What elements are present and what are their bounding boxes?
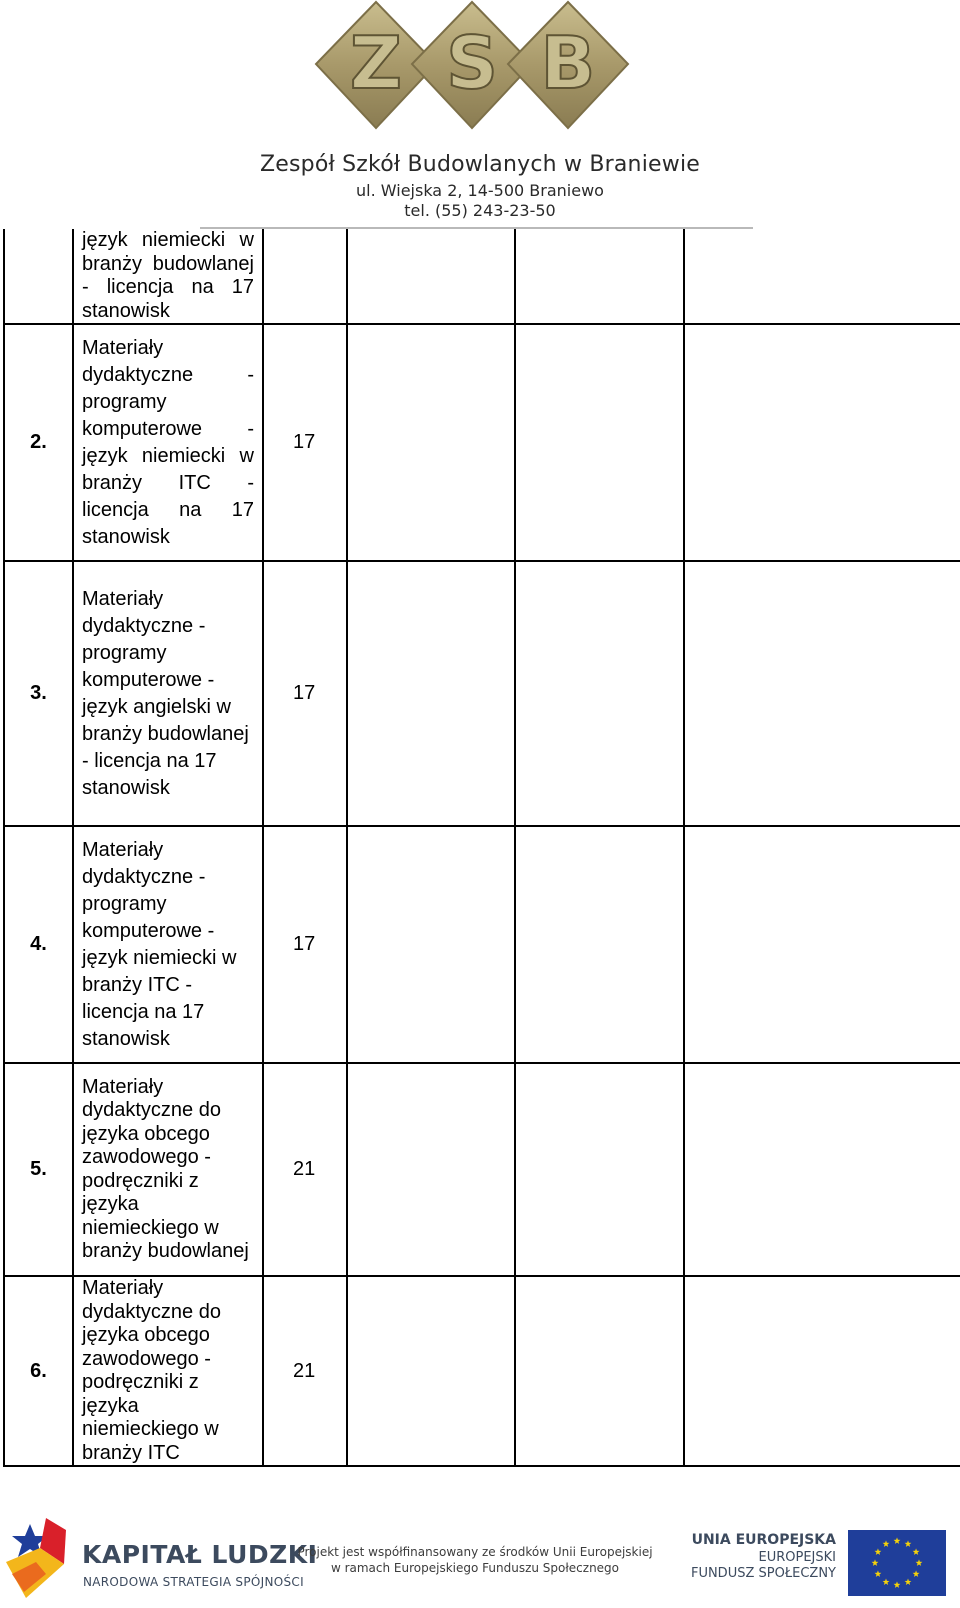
eu-label-line1: UNIA EUROPEJSKA — [691, 1532, 836, 1548]
table-row — [4, 229, 960, 324]
eu-flag-icon — [848, 1530, 946, 1596]
row-number: 3. — [4, 561, 73, 826]
items-table — [3, 229, 960, 1497]
empty-cell — [684, 826, 960, 1063]
row-number: 4. — [4, 826, 73, 1063]
empty-cell — [515, 324, 684, 561]
empty-cell — [347, 826, 515, 1063]
svg-text:Z: Z — [349, 21, 403, 105]
item-name: Materiały dydaktyczne do języka obcego zawodowego - podręczniki z języka niemieckiego w branży ITC — [82, 1277, 221, 1464]
item-quantity: 17 — [263, 826, 347, 1063]
empty-cell — [347, 229, 515, 324]
zsb-logo — [312, 0, 632, 132]
empty-cell — [515, 229, 684, 324]
school-phone: tel. (55) 243-23-50 — [404, 201, 556, 220]
project-note-line2: w ramach Europejskiego Funduszu Społecznego — [330, 1561, 620, 1575]
empty-cell — [684, 561, 960, 826]
school-address: ul. Wiejska 2, 14-500 Braniewo — [356, 181, 604, 200]
row-number: 5. — [4, 1063, 73, 1276]
svg-text:S: S — [446, 21, 498, 105]
kapital-ludzki-subtitle: NARODOWA STRATEGIA SPÓJNOŚCI — [83, 1575, 304, 1589]
empty-cell — [515, 561, 684, 826]
table-row — [4, 324, 960, 561]
empty-cell — [684, 1276, 960, 1466]
kapital-ludzki-title: KAPITAŁ LUDZKI — [82, 1540, 318, 1569]
item-quantity: 17 — [263, 561, 347, 826]
item-name: Materiały dydaktyczne - programy komputerowe - język niemiecki w branży ITC - licencja na 17 stanowisk — [82, 336, 254, 548]
item-name: Materiały dydaktyczne do języka obcego zawodowego - podręczniki z języka niemieckiego w branży budowlanej — [82, 1075, 249, 1262]
empty-cell — [684, 1063, 960, 1276]
school-name: Zespół Szkół Budowlanych w Braniewie — [260, 152, 700, 177]
funding-footer — [0, 1510, 960, 1608]
item-quantity: 21 — [263, 1276, 347, 1466]
item-quantity — [263, 229, 347, 324]
empty-cell — [347, 561, 515, 826]
empty-cell — [515, 826, 684, 1063]
table-row — [4, 826, 960, 1063]
project-note-line1: Projekt jest współfinansowany ze środków Unii Europejskiej — [297, 1545, 653, 1559]
empty-cell — [347, 1276, 515, 1466]
item-name: Materiały dydaktyczne - programy komputerowe - język niemiecki w branży ITC - licencja na 17 stanowisk — [82, 838, 237, 1050]
item-quantity: 17 — [263, 324, 347, 561]
row-number — [4, 229, 73, 324]
kapital-ludzki-logo — [6, 1518, 72, 1600]
svg-text:B: B — [540, 21, 596, 105]
empty-cell — [515, 1063, 684, 1276]
eu-label-line2: EUROPEJSKI — [758, 1550, 836, 1565]
eu-label-line3: FUNDUSZ SPOŁECZNY — [690, 1566, 836, 1581]
table-row — [4, 1276, 960, 1466]
row-number: 6. — [4, 1276, 73, 1466]
row-number: 2. — [4, 324, 73, 561]
item-name: język niemiecki w branży budowlanej - licencja na 17 stanowisk — [82, 229, 254, 322]
empty-cell — [515, 1276, 684, 1466]
empty-cell — [684, 229, 960, 324]
empty-cell — [347, 324, 515, 561]
item-name: Materiały dydaktyczne - programy komputerowe - język angielski w branży budowlanej - licencja na 17 stanowisk — [82, 587, 249, 799]
item-quantity: 21 — [263, 1063, 347, 1276]
table-row — [4, 1063, 960, 1276]
empty-cell — [684, 324, 960, 561]
empty-cell — [347, 1063, 515, 1276]
table-row — [4, 561, 960, 826]
